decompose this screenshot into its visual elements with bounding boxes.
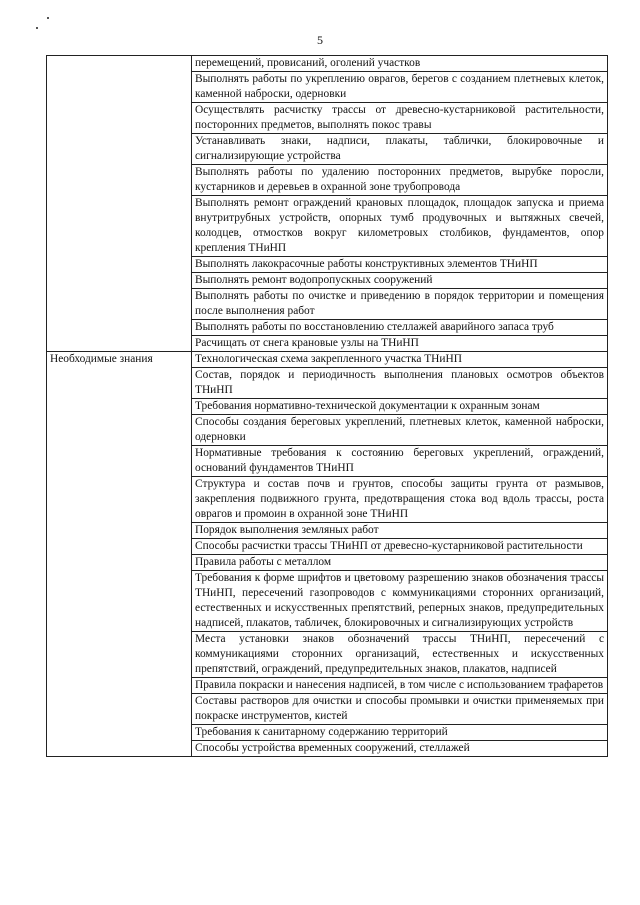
requirement-item: Выполнять работы по восстановлению стеллажей аварийного запаса труб <box>192 320 608 336</box>
requirement-item: Требования нормативно-технической документации к охранным зонам <box>192 399 608 415</box>
requirement-item: Устанавливать знаки, надписи, плакаты, таблички, блокировочные и сигнализирующие устройства <box>192 134 608 165</box>
requirement-item: Состав, порядок и периодичность выполнения плановых осмотров объектов ТНиНП <box>192 368 608 399</box>
requirement-item: Порядок выполнения земляных работ <box>192 523 608 539</box>
section-label <box>47 56 192 352</box>
requirement-item: Правила покраски и нанесения надписей, в том числе с использованием трафаретов <box>192 678 608 694</box>
requirement-item: Места установки знаков обозначений трассы ТНиНП, пересечений с коммуникациями сторонних организаций, естественных и искусственных препятствий, ограждений, предупредительных знаков, плакатов, надписей <box>192 632 608 678</box>
requirement-item: Способы устройства временных сооружений, стеллажей <box>192 741 608 757</box>
requirement-item: Выполнять ремонт ограждений крановых площадок, площадок запуска и приема внутритрубных устройств, опорных тумб продувочных и вытяжных свечей, колодцев, отмостков вокруг километровых столбиков, фундаментов, опор крепления ТНиНП <box>192 196 608 257</box>
requirement-item: Составы растворов для очистки и способы промывки и очистки применяемых при покраске инструментов, кистей <box>192 694 608 725</box>
scan-speck <box>47 17 49 19</box>
scan-speck <box>36 27 38 29</box>
page-number: 5 <box>317 33 323 47</box>
requirement-item: Правила работы с металлом <box>192 555 608 571</box>
requirement-item: Выполнять лакокрасочные работы конструктивных элементов ТНиНП <box>192 257 608 273</box>
requirement-item: Осуществлять расчистку трассы от древесно-кустарниковой растительности, посторонних предметов, выполнять покос травы <box>192 103 608 134</box>
table-row <box>47 56 608 72</box>
table-body <box>47 56 608 757</box>
requirement-item: Способы расчистки трассы ТНиНП от древесно-кустарниковой растительности <box>192 539 608 555</box>
requirement-item: Структура и состав почв и грунтов, способы защиты грунта от размывов, закрепления подвижного грунта, предотвращения стока вод вдоль трассы, роста оврагов и промоин в охранной зоне ТНиНП <box>192 477 608 523</box>
requirement-item: Требования к санитарному содержанию территорий <box>192 725 608 741</box>
requirement-item: Выполнять работы по очистке и приведению в порядок территории и помещения после выполнения работ <box>192 289 608 320</box>
table-row <box>47 352 608 368</box>
requirement-item: Требования к форме шрифтов и цветовому разрешению знаков обозначения трассы ТНиНП, пересечений газопроводов с коммуникациями сторонних организаций, естественных и искусственных препятствий, реперных знаков, предупредительных надписей, плакатов, табличек, блокировочных и сигнализирующих устройств <box>192 571 608 632</box>
competency-table <box>46 55 608 757</box>
requirement-item: Нормативные требования к состоянию береговых укреплений, ограждений, оснований фундаментов ТНиНП <box>192 446 608 477</box>
requirement-item: перемещений, провисаний, оголений участков <box>192 56 608 72</box>
requirement-item: Выполнять работы по укреплению оврагов, берегов с созданием плетневых клеток, каменной наброски, одерновки <box>192 72 608 103</box>
requirement-item: Расчищать от снега крановые узлы на ТНиНП <box>192 336 608 352</box>
requirement-item: Технологическая схема закрепленного участка ТНиНП <box>192 352 608 368</box>
requirement-item: Способы создания береговых укреплений, плетневых клеток, каменной наброски, одерновки <box>192 415 608 446</box>
requirement-item: Выполнять работы по удалению посторонних предметов, вырубке поросли, кустарников и деревьев в охранной зоне трубопровода <box>192 165 608 196</box>
section-label: Необходимые знания <box>47 352 192 757</box>
requirement-item: Выполнять ремонт водопропускных сооружений <box>192 273 608 289</box>
